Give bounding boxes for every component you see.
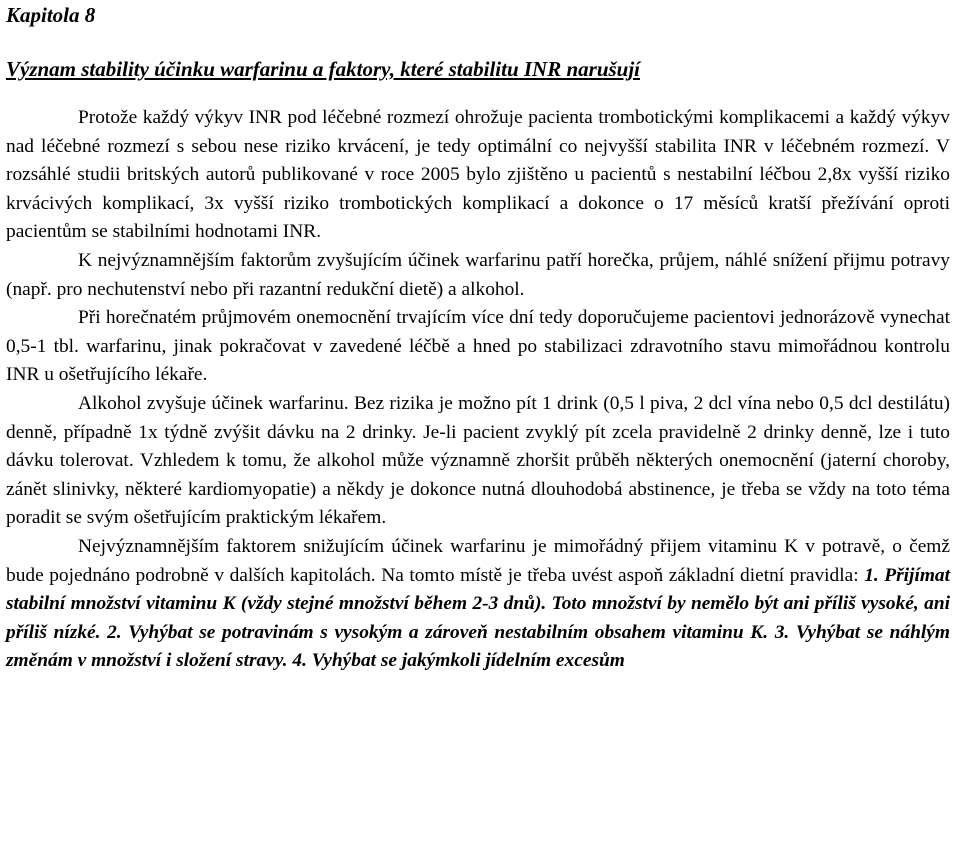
document-page	[6, 2, 950, 676]
paragraph-alcohol: Alkohol zvyšuje účinek warfarinu. Bez rizika je možno pít 1 drink (0,5 l piva, 2 dcl vína nebo 0,5 dcl destilátu) denně, případně 1x týdně zvýšit dávku na 2 drinky. Je-li pacient zvyklý pít zcela pravidelně 2 drinky denně, lze i tuto dávku tolerovat. Vzhledem k tomu, že alkohol může významně zhoršit průběh některých onemocnění (jaterní choroby, zánět slinivky, některé kardiomyopatie) a někdy je dokonce nutná dlouhodobá abstinence, je třeba se vždy na toto téma poradit se svým ošetřujícím praktickým lékařem.	[6, 392, 950, 529]
paragraph-vitamin-k-text: Nejvýznamnějším faktorem snižujícím účinek warfarinu je mimořádný přijem vitaminu K v potravě, o čemž bude pojednáno podrobně v dalších kapitolách. Na tomto místě je třeba uvést aspoň základní dietní pravidla:	[6, 535, 950, 586]
section-title: Význam stability účinku warfarinu a faktory, které stabilitu INR narušují	[6, 57, 641, 81]
paragraph-inr-stability: Protože každý výkyv INR pod léčebné rozmezí ohrožuje pacienta trombotickými komplikacemi a každý výkyv nad léčebné rozmezí s sebou nese riziko krvácení, je tedy optimální co nejvyšší stabilita INR v léčebném rozmezí. V rozsáhlé studii britských autorů publikované v roce 2005 bylo zjištěno u pacientů s nestabilní léčbou 2,8x vyšší riziko krvácivých komplikací, 3x vyšší riziko trombotických komplikací a dokonce o 17 měsíců kratší přežívání oproti pacientům se stabilními hodnotami INR.	[6, 107, 950, 243]
paragraph-diarrhea-advice: Při horečnatém průjmovém onemocnění trvajícím více dní tedy doporučujeme pacientovi jednorázově vynechat 0,5-1 tbl. warfarinu, jinak pokračovat v zavedené léčbě a hned po stabilizaci zdravotního stavu mimořádnou kontrolu INR u ošetřujícího lékaře.	[6, 307, 950, 386]
chapter-heading: Kapitola 8	[6, 3, 96, 27]
paragraph-increasing-factors: K nejvýznamnějším faktorům zvyšujícím účinek warfarinu patří horečka, průjem, náhlé snížení přijmu potravy (např. pro nechutenství nebo při razantní redukční dietě) a alkohol.	[6, 249, 950, 300]
document-body	[6, 104, 950, 676]
dietary-rules-emphasis: 1. Přijímat stabilní množství vitaminu K (vždy stejné množství během 2-3 dnů). Toto množství by nemělo být ani příliš vysoké, ani příliš nízké. 2. Vyhýbat se potravinám s vysokým a zároveň nestabilním obsahem vitaminu K. 3. Vyhýbat se náhlým změnám v množství i složení stravy. 4. Vyhýbat se jakýmkoli jídelním excesům	[6, 564, 950, 672]
paragraph-vitamin-k	[6, 533, 950, 676]
